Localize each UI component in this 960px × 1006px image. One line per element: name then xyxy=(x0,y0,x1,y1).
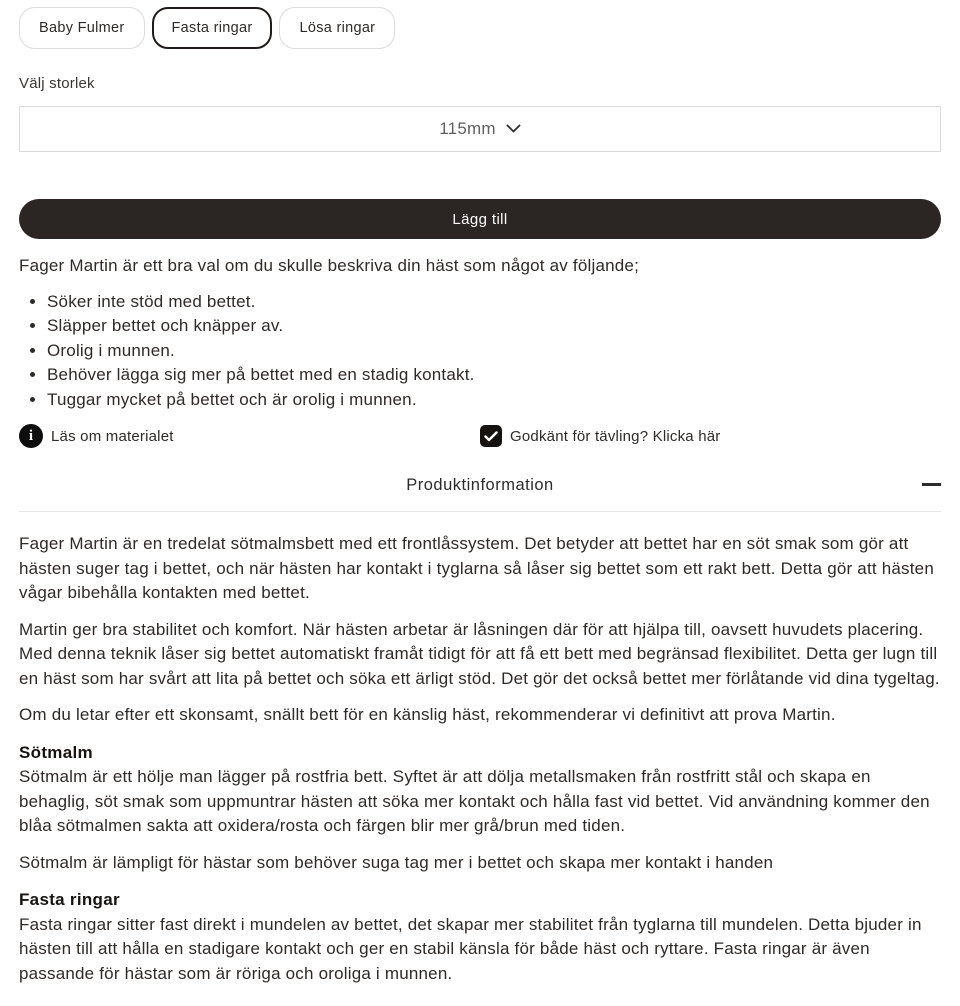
size-label: Välj storlek xyxy=(19,75,95,92)
material-info-link[interactable] xyxy=(19,424,480,448)
list-item: • Behöver lägga sig mer på bettet med en stadig kontakt. xyxy=(47,363,941,388)
variant-tab-fasta-ringar[interactable]: Fasta ringar xyxy=(152,7,273,49)
size-select[interactable] xyxy=(19,106,941,152)
info-icon: i xyxy=(19,424,43,448)
list-item: • Släpper bettet och knäpper av. xyxy=(47,314,941,339)
competition-approved-link[interactable] xyxy=(480,424,941,448)
product-info-accordion-header[interactable] xyxy=(19,476,941,512)
variant-tabs xyxy=(19,7,941,49)
product-info-paragraph: Fasta ringar sitter fast direkt i mundelen av bettet, det skapar mer stabilitet från tyglarna till mundelen. Detta bjuder in hästen till att hålla en stadigare kontakt och ger en stabil känsla för både häst och ryttare. Fasta ringar är även passande för hästar som är röriga och oroliga i munnen. xyxy=(19,914,922,983)
material-link-label: Läs om materialet xyxy=(51,427,174,445)
product-info-paragraph: Martin ger bra stabilitet och komfort. När hästen arbetar är låsningen där för att hjälpa till, oavsett huvudets placering. Med denna teknik låser sig bettet automatiskt framåt tidigt för att få ett bett med begränsad flexibilitet. Detta ger lugn till en häst som har svårt att lita på bettet och söka ett ärligt stöd. Det gör det också bettet mer förlåtande vid dina tygeltag. xyxy=(19,619,940,688)
minus-icon[interactable] xyxy=(922,483,941,486)
product-info-paragraph: Fager Martin är en tredelat sötmalmsbett med ett frontlåssystem. Det betyder att bettet har en söt smak som gör att hästen suger tag i bettet, och när hästen har kontakt i tyglarna så låser sig bettet som ett rakt bett. Detta gör att hästen vågar bibehålla kontakten med bettet. xyxy=(19,534,934,602)
add-to-cart-button[interactable]: Lägg till xyxy=(19,199,941,239)
product-intro-text: Fager Martin är ett bra val om du skulle beskriva din häst som något av följande; xyxy=(19,256,639,275)
product-info-paragraph: Om du letar efter ett skonsamt, snällt bett för en känslig häst, rekommenderar vi definitivt att prova Martin. xyxy=(19,705,836,724)
size-select-value: 115mm xyxy=(439,119,496,138)
product-info-paragraph: Sötmalm är lämpligt för hästar som behöver suga tag mer i bettet och skapa mer kontakt i handen xyxy=(19,852,774,872)
list-item: • Orolig i munnen. xyxy=(47,339,941,364)
chevron-down-icon xyxy=(506,124,521,134)
list-item: • Söker inte stöd med bettet. xyxy=(47,290,941,315)
section-heading-sotmalm: Sötmalm xyxy=(19,742,93,762)
meta-row xyxy=(19,424,941,448)
horse-traits-list xyxy=(19,290,941,413)
product-info-body xyxy=(19,532,941,986)
list-item: • Tuggar mycket på bettet och är orolig i munnen. xyxy=(47,388,941,413)
variant-tab-baby-fulmer[interactable]: Baby Fulmer xyxy=(19,7,145,49)
variant-tab-losa-ringar[interactable]: Lösa ringar xyxy=(279,7,395,49)
accordion-title: Produktinformation xyxy=(406,476,554,494)
competition-link-label: Godkänt för tävling? Klicka här xyxy=(510,427,721,445)
product-info-paragraph: Sötmalm är ett hölje man lägger på rostfria bett. Syftet är att dölja metallsmaken från rostfritt stål och skapa en behaglig, söt smak som uppmuntrar hästen att söka mer kontakt och hålla fast vid bettet. Vid användning kommer den blåa sötmalmen sakta att oxidera/rosta och färgen blir mer grå/brun med tiden. xyxy=(19,767,930,835)
section-heading-fasta-ringar: Fasta ringar xyxy=(19,890,120,909)
checkbox-checked-icon[interactable] xyxy=(480,425,502,447)
